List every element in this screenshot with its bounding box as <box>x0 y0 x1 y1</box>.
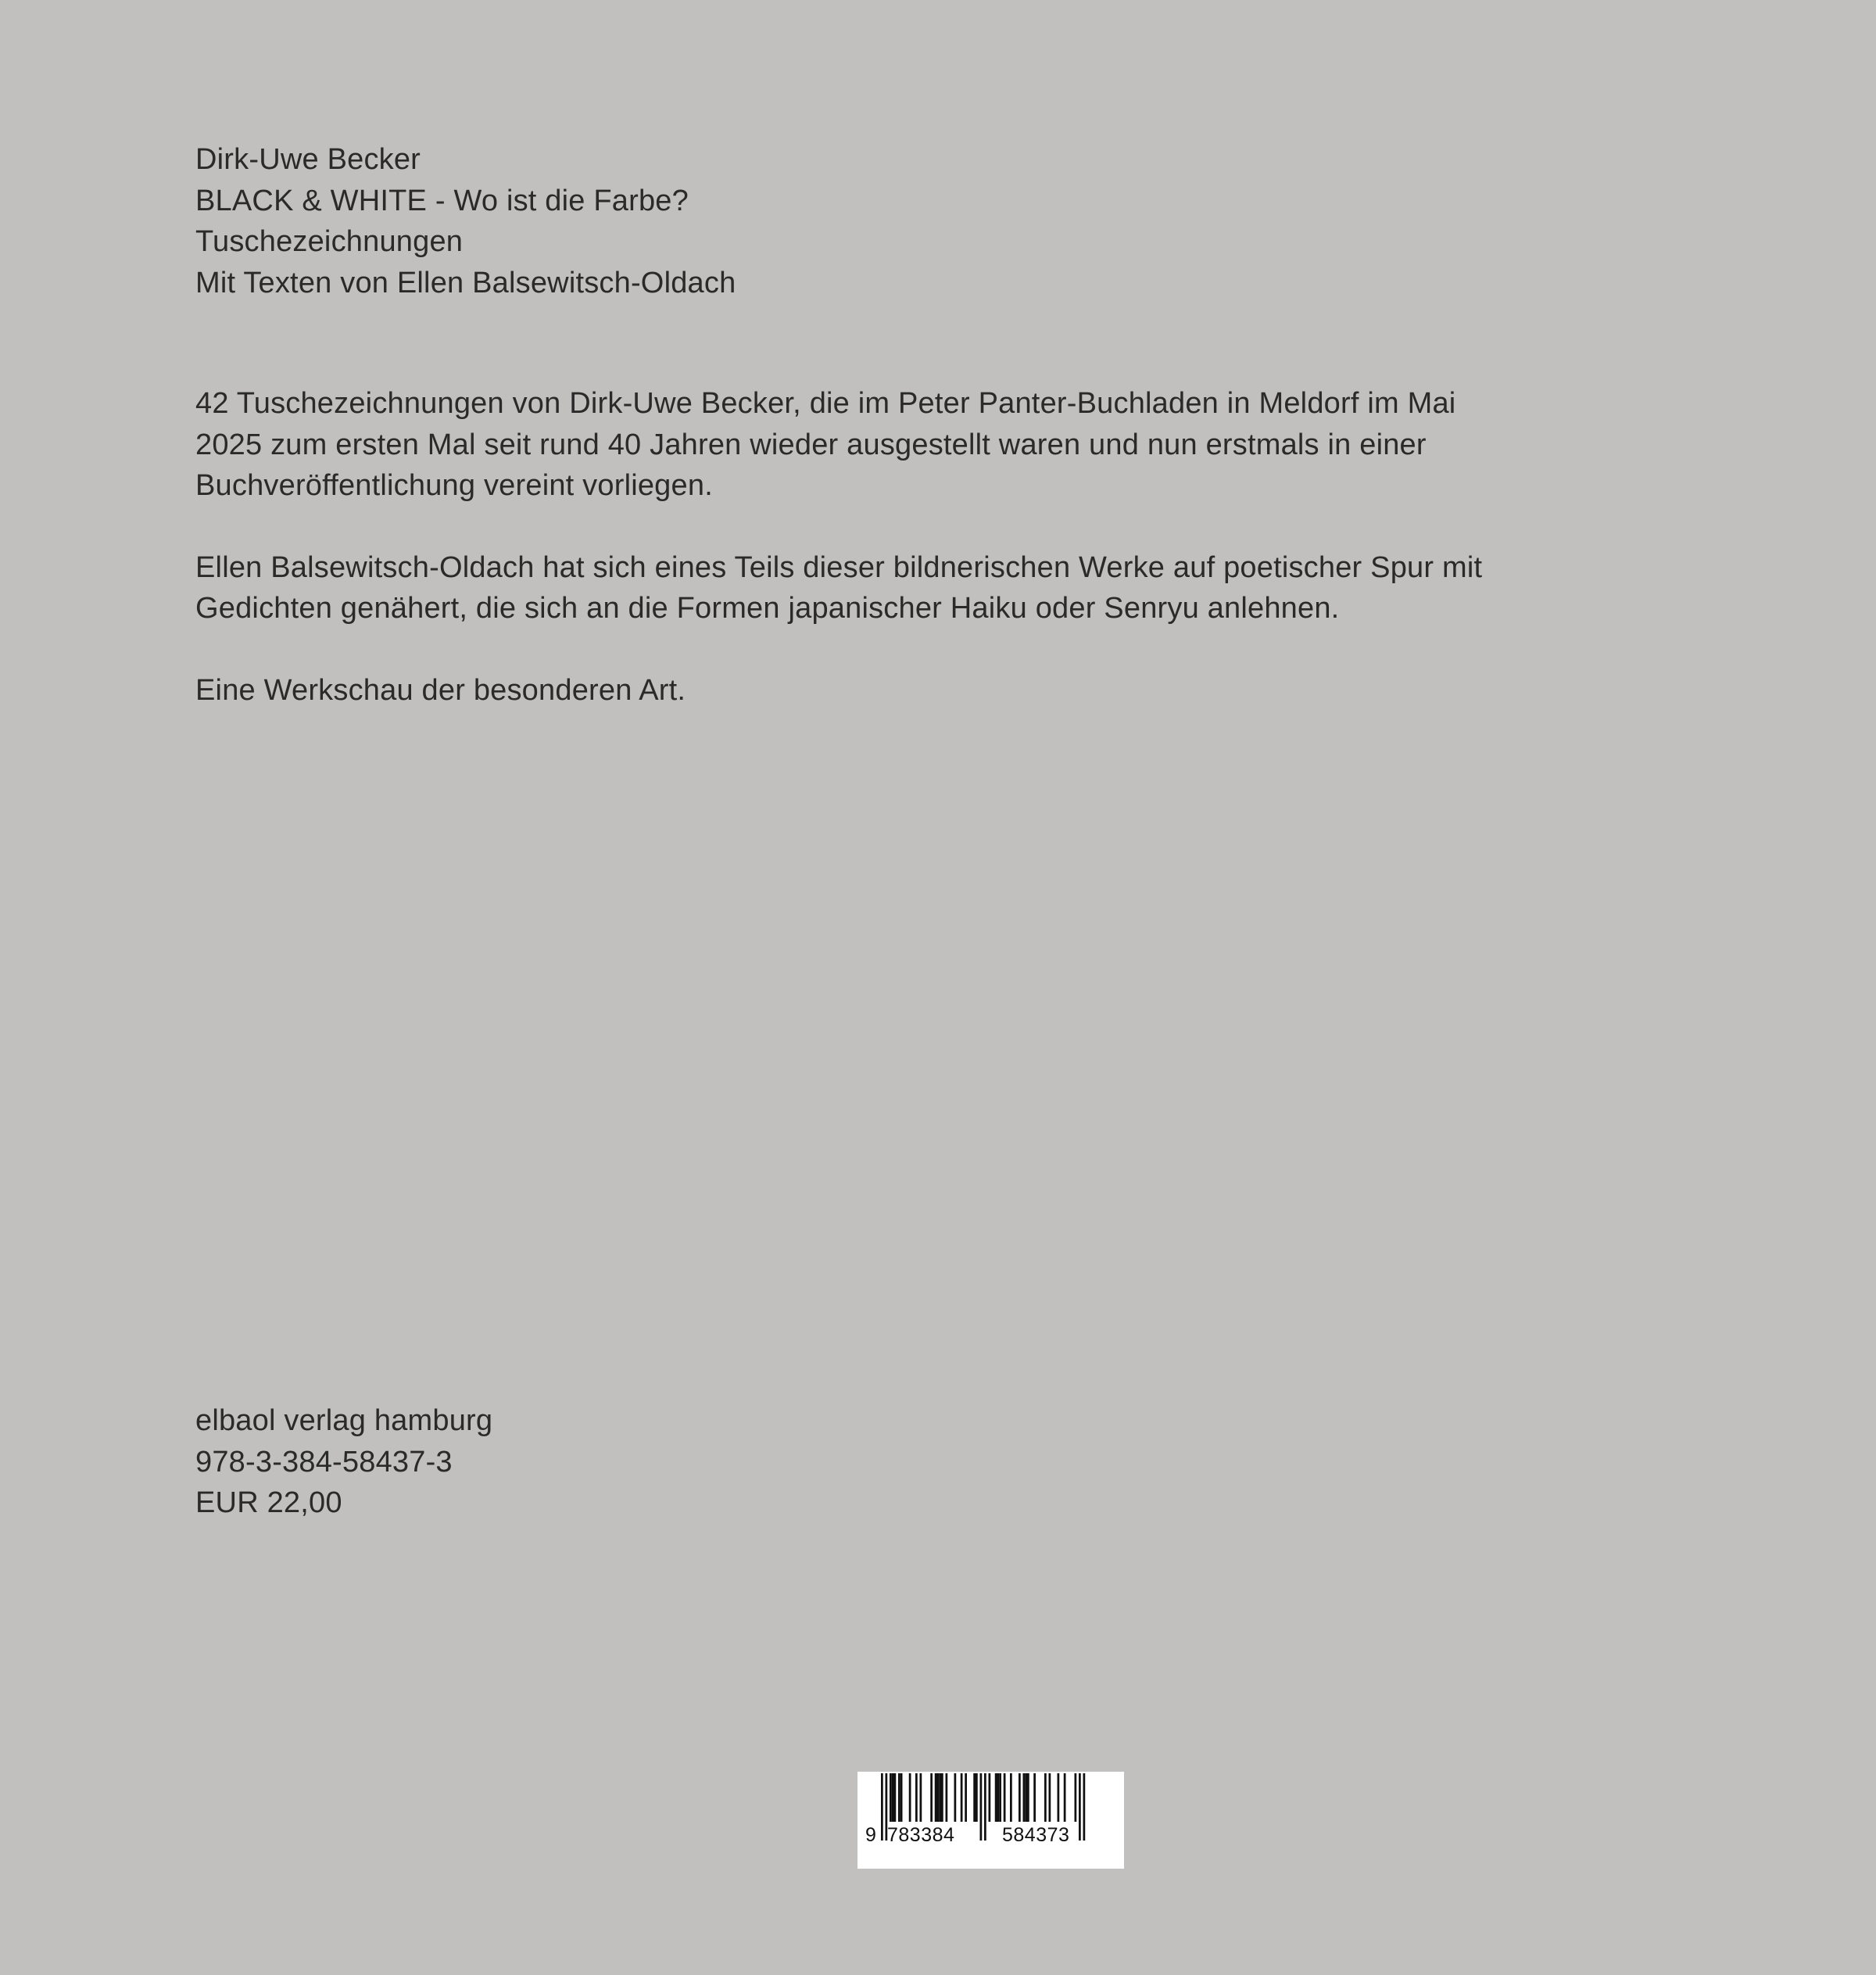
barcode-first-digit: 9 <box>865 1824 877 1846</box>
barcode-bar <box>1023 1773 1026 1822</box>
barcode-bar <box>980 1773 983 1841</box>
barcode-bar <box>965 1773 967 1822</box>
barcode-bar <box>939 1773 941 1822</box>
barcode-bar <box>1033 1773 1036 1822</box>
barcode-bar <box>890 1773 892 1822</box>
book-header <box>195 139 1665 303</box>
barcode-bar <box>892 1773 894 1822</box>
barcode-bar <box>1079 1773 1081 1841</box>
barcode-bar <box>920 1773 922 1822</box>
barcode-bar <box>1019 1773 1021 1822</box>
barcode-bar <box>997 1773 1000 1822</box>
blurb-paragraph-3: Eine Werkschau der besonderen Art. <box>195 673 686 707</box>
barcode-bar <box>999 1773 1001 1822</box>
barcode-bar <box>930 1773 933 1822</box>
barcode-bar <box>1064 1773 1066 1822</box>
blurb-paragraph-1: 42 Tuschezeichnungen von Dirk-Uwe Becker, die im Peter Panter-Buchladen in Meldorf im Mai 2025 zum ersten Mal seit rund 40 Jahren wieder ausgestellt waren und nun erstmals in einer Buchveröffentlichung vereint vorliegen. <box>195 387 1456 502</box>
barcode-bar <box>946 1773 948 1822</box>
barcode-bar <box>973 1773 976 1822</box>
barcode-bar <box>881 1773 883 1841</box>
barcode-bar <box>1025 1773 1027 1822</box>
barcode-bar <box>898 1773 900 1822</box>
blurb-paragraph-2: Ellen Balsewitsch-Oldach hat sich eines Teils dieser bildnerischen Werke auf poetischer Spur mit Gedichten genähert, die sich an die Formen japanischer Haiku oder Senryu anlehnen. <box>195 550 1483 625</box>
isbn-barcode <box>857 1772 1124 1869</box>
barcode-bar <box>1075 1773 1077 1822</box>
barcode-bar <box>1010 1773 1012 1822</box>
author-name: Dirk-Uwe Becker <box>195 143 421 176</box>
barcode-bar <box>941 1773 943 1822</box>
isbn: 978-3-384-58437-3 <box>195 1445 453 1479</box>
barcode-bar <box>961 1773 963 1822</box>
price: EUR 22,00 <box>195 1486 342 1519</box>
barcode-bar <box>1083 1773 1086 1841</box>
barcode-left-group: 783384 <box>887 1824 955 1846</box>
barcode-bar <box>989 1773 991 1822</box>
barcode-bars <box>857 1772 1124 1869</box>
barcode-right-group: 584373 <box>1002 1824 1070 1846</box>
barcode-bar <box>1004 1773 1006 1822</box>
book-title: BLACK & WHITE - Wo ist die Farbe? <box>195 184 689 217</box>
barcode-bar <box>976 1773 978 1822</box>
barcode-bar <box>1027 1773 1029 1822</box>
barcode-bar <box>935 1773 937 1822</box>
blurb <box>195 383 1665 751</box>
barcode-bar <box>909 1773 911 1822</box>
barcode-bar <box>984 1773 986 1841</box>
texts-credit: Mit Texten von Ellen Balsewitsch-Oldach <box>195 266 736 299</box>
barcode-bar <box>915 1773 918 1822</box>
book-subtitle: Tuschezeichnungen <box>195 225 464 258</box>
barcode-bar <box>995 1773 997 1822</box>
barcode-bar <box>900 1773 903 1822</box>
publisher-info <box>195 1400 1665 1524</box>
barcode-bar <box>894 1773 897 1822</box>
barcode-bar <box>1058 1773 1060 1822</box>
publisher-name: elbaol verlag hamburg <box>195 1404 493 1437</box>
barcode-bar <box>954 1773 957 1822</box>
barcode-bar <box>1049 1773 1051 1822</box>
barcode-bar <box>1044 1773 1047 1822</box>
barcode-bar <box>937 1773 940 1822</box>
